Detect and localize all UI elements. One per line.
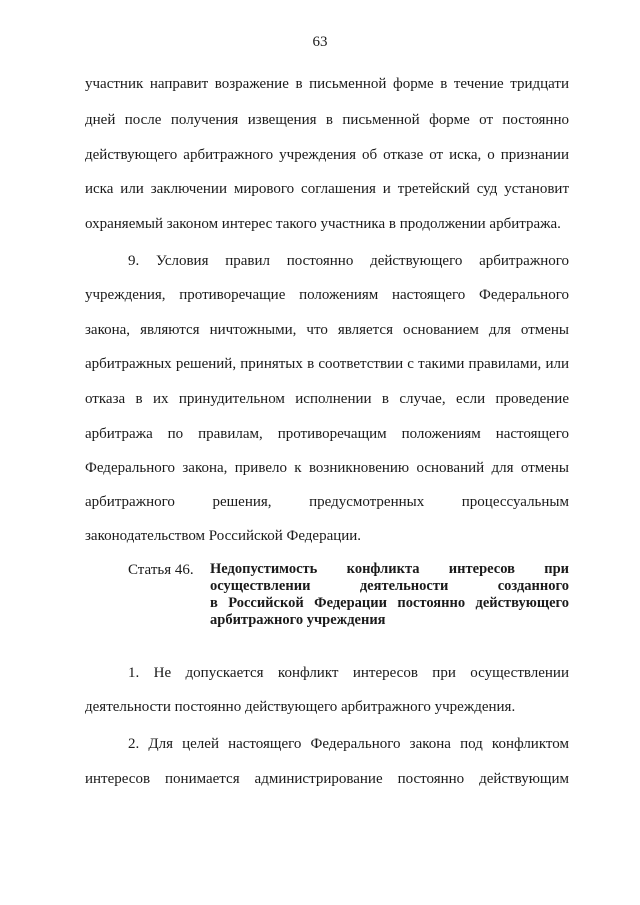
text-line: охраняемый законом интерес такого участника в продолжении арбитража. [85, 216, 561, 232]
text-line: арбитража по правилам, противоречащим положениям настоящего [85, 426, 569, 442]
text-line: 9. Условия правил постоянно действующего арбитражного [128, 253, 569, 269]
text-line: арбитражного решения, предусмотренных процессуальным [85, 494, 569, 510]
article-label: Статья 46. [128, 562, 194, 578]
article-title-line: в Российской Федерации постоянно действующего [210, 595, 569, 611]
text-line: деятельности постоянно действующего арбитражного учреждения. [85, 699, 516, 715]
text-line: 2. Для целей настоящего Федерального закона под конфликтом [128, 736, 569, 752]
text-line: иска или заключении мирового соглашения и третейский суд установит [85, 181, 569, 197]
page-number: 63 [312, 34, 328, 50]
text-line: учреждения, противоречащие положениям настоящего Федерального [85, 287, 569, 303]
article-title-line: осуществлении деятельности созданного [210, 578, 569, 594]
text-line: Федерального закона, привело к возникновению оснований для отмены [85, 460, 569, 476]
text-line: участник направит возражение в письменной форме в течение тридцати [85, 76, 569, 92]
article-title [210, 561, 569, 629]
text-line: арбитражных решений, принятых в соответствии с такими правилами, или [85, 356, 569, 372]
article-title-line: арбитражного учреждения [210, 612, 386, 628]
article-title-line: Недопустимость конфликта интересов при [210, 561, 569, 577]
text-line: действующего арбитражного учреждения об отказе от иска, о признании [85, 147, 569, 163]
text-line: законодательством Российской Федерации. [85, 528, 362, 544]
text-line: 1. Не допускается конфликт интересов при осуществлении [128, 665, 569, 681]
text-line: закона, являются ничтожными, что является основанием для отмены [85, 322, 569, 338]
text-line: дней после получения извещения в письменной форме от постоянно [85, 112, 569, 128]
text-line: интересов понимается администрирование постоянно действующим [85, 771, 569, 787]
text-line: отказа в их принудительном исполнении в случае, если проведение [85, 391, 569, 407]
